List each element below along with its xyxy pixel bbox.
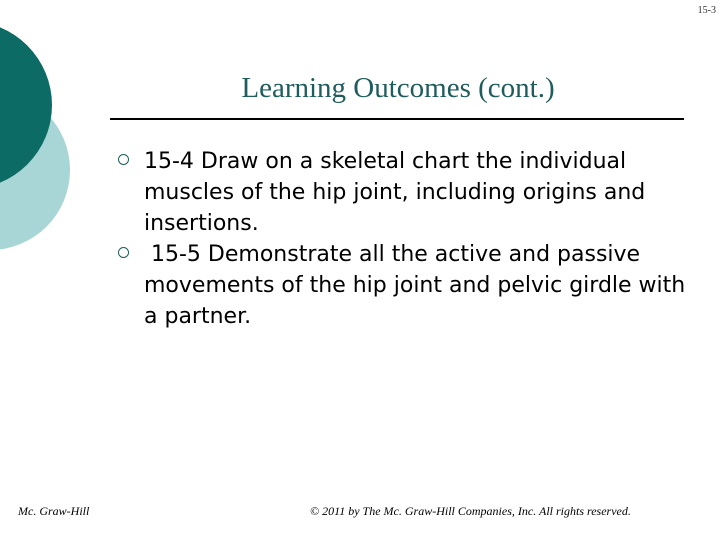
footer-publisher: Mc. Graw-Hill: [18, 504, 90, 518]
bullet-text: 15-5 Demonstrate all the active and passive movements of the hip joint and pelvic girdle with a partner.: [144, 242, 693, 329]
bullet-circle-icon: [118, 154, 129, 165]
footer-copyright: © 2011 by The Mc. Graw-Hill Companies, Inc. All rights reserved.: [310, 504, 631, 518]
bullet-list: [118, 146, 698, 332]
list-item: [118, 239, 698, 332]
title-divider: [110, 118, 684, 120]
bullet-text: 15-4 Draw on a skeletal chart the individual muscles of the hip joint, including origins and insertions.: [144, 149, 653, 236]
bullet-circle-icon: [118, 247, 129, 258]
list-item: [118, 146, 698, 239]
decorative-circles: [0, 0, 110, 290]
page-title: Learning Outcomes (cont.): [241, 72, 555, 104]
page-number: 15-3: [697, 5, 716, 16]
